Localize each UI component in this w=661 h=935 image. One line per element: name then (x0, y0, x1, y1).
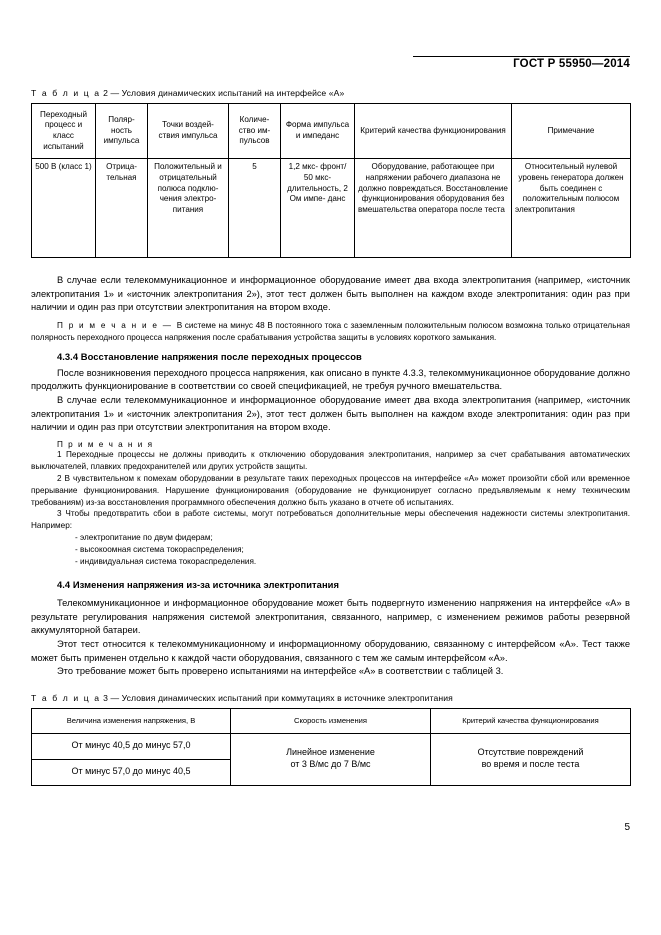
note-2: 2 В чувствительном к помехам оборудовании в результате таких переходных процессов на интерфейсе «А» может произойти сбой или временное прерывание функционирования. Нарушение функционирования (оборудование не функционирует согласно предъявляемым к нему техническим требованиям) из-за восстановления программного обеспечения должно быть указано в отчете об испытаниях. (31, 473, 630, 507)
table2-caption-text: — Условия динамических испытаний на интерфейсе «А» (110, 88, 345, 98)
bullet-item: - индивидуальная система токораспределения. (75, 557, 257, 567)
table3-cell-voltage-range: От минус 57,0 до минус 40,5 (32, 759, 231, 785)
para-44-3: Это требование может быть проверено испытаниями на интерфейсе «А» в соответствии с таблицей 3. (57, 666, 504, 677)
table2-col-header: Примечание (512, 104, 631, 159)
table-3 (31, 708, 631, 786)
note-body: В системе на минус 48 В постоянного тока с заземленным положительным полюсом возможна только отрицательная полярность переходного процесса напряжения после срабатывания устройства защиты в условиях короткого замыкания. (31, 320, 630, 342)
para-44-2: Этот тест относится к телекоммуникационному и информационному оборудованию, связанному с интерфейсом «А». Тест также может быть применен отдельно к каждой части оборудования, связанного с тем же самым интерфейсом «А». (31, 638, 630, 663)
note-1: 1 Переходные процессы не должны приводить к отключению оборудования электропитания, например за счет срабатывания автоматических выключателей, плавких предохранителей или других устройств защиты. (31, 450, 630, 471)
table2-cell-criterion: Оборудование, работающее при напряжении рабочего диапазона не должно повреждаться. Восстановление функционирования оборудования без вмешательства оператора после теста (355, 159, 512, 258)
table-row (32, 733, 631, 759)
table-2 (31, 103, 631, 258)
table2-cell-note: Относительный нулевой уровень генератора должен быть соединен с положительным полюсом электропитания (512, 159, 631, 258)
section-heading-4-3-4: 4.3.4 Восстановление напряжения после переходных процессов (57, 350, 362, 362)
standard-header: ГОСТ Р 55950—2014 (513, 58, 630, 70)
table2-col-header: Количе- ство им- пульсов (229, 104, 281, 159)
para-434-1: После возникновения переходного процесса напряжения, как описано в пункте 4.3.3, телекоммуникационное оборудование должно продолжить функционирование в соответствии со своей спецификацией, не требуя ручного вмешательства. (31, 367, 630, 392)
table3-cell-voltage-range: От минус 40,5 до минус 57,0 (32, 733, 231, 759)
table3-col-header: Скорость изменения (231, 708, 431, 733)
table3-rate-line1: Линейное изменение (286, 747, 375, 758)
table3-rate-line2: от 3 В/мс до 7 В/мс (290, 759, 371, 770)
para-44-1: Телекоммуникационное и информационное оборудование может быть подвергнуто изменению напряжения на интерфейсе «А» в результате регулирования напряжения системой электропитания, связанного, например, с изменением режимов работы резервной аккумуляторной батареи. (31, 597, 630, 636)
page-content (31, 88, 630, 786)
table2-col-header: Поляр- ность импульса (96, 104, 148, 159)
note-label: П р и м е ч а н и е — (57, 320, 177, 330)
page-number: 5 (624, 822, 630, 833)
bullet-item: - высокоомная система токораспределения; (75, 545, 244, 555)
table2-cell-pulse-shape: 1,2 мкс- фронт/ 50 мкс- длительность, 2 Ом импе- данс (281, 159, 355, 258)
table2-cell-pulse-count: 5 (229, 159, 281, 258)
table2-cell-impact-points: Положительный и отрицательный полюса подклю- чения электро- питания (148, 159, 229, 258)
header-rule (413, 56, 630, 57)
table3-criterion-line2: во время и после теста (481, 759, 580, 770)
table-row (32, 159, 631, 258)
table3-caption-number: 3 (103, 692, 108, 703)
table2-col-header: Точки воздей- ствия импульса (148, 104, 229, 159)
table2-caption (31, 88, 630, 98)
table3-col-header: Критерий качества функционирования (431, 708, 631, 733)
table3-cell-criterion (431, 733, 631, 785)
table2-caption-number: 2 (103, 88, 108, 98)
table3-caption (31, 693, 630, 703)
table2-col-header: Переходный процесс и класс испытаний (32, 104, 96, 159)
section-heading-4-4: 4.4 Изменения напряжения из-за источника электропитания (57, 578, 339, 590)
table2-caption-label: Т а б л и ц а (31, 88, 101, 98)
notes-heading: П р и м е ч а н и я (57, 440, 154, 450)
bullet-item: - электропитание по двум фидерам; (75, 533, 213, 543)
note-3: 3 Чтобы предотвратить сбои в работе системы, могут потребоваться дополнительные меры обеспечения надежности системы электропитания. Например: (31, 509, 630, 531)
table2-header-row (32, 104, 631, 159)
table2-col-header: Форма импульса и импеданс (281, 104, 355, 159)
table3-cell-rate (231, 733, 431, 785)
table3-criterion-line1: Отсутствие повреждений (477, 747, 584, 758)
table3-header-row (32, 708, 631, 733)
table2-col-header: Критерий качества функционирования (355, 104, 512, 159)
para-dual-input-1: В случае если телекоммуникационное и информационное оборудование имеет два входа электропитания (например, «источник электропитания 1» и «источник электропитания 2»), этот тест должен быть выполнен на каждом входе электропитания: один раз при наличии и один раз при отсутствии электропитания на втором входе. (31, 275, 630, 313)
table3-caption-label: Т а б л и ц а (31, 692, 101, 703)
table2-cell-transient-class: 500 В (класс 1) (32, 159, 96, 258)
note-negative-polarity (31, 320, 630, 344)
table3-caption-text: — Условия динамических испытаний при коммутациях в источнике электропитания (110, 692, 453, 703)
para-dual-input-2: В случае если телекоммуникационное и информационное оборудование имеет два входа электропитания (например, «источник электропитания 1» и «источник электропитания 2»), этот тест должен быть выполнен на каждом входе электропитания: один раз при наличии и один раз при отсутствии электропитания на втором входе. (31, 395, 630, 433)
table2-cell-polarity: Отрица- тельная (96, 159, 148, 258)
table3-col-header: Величина изменения напряжения, В (32, 708, 231, 733)
